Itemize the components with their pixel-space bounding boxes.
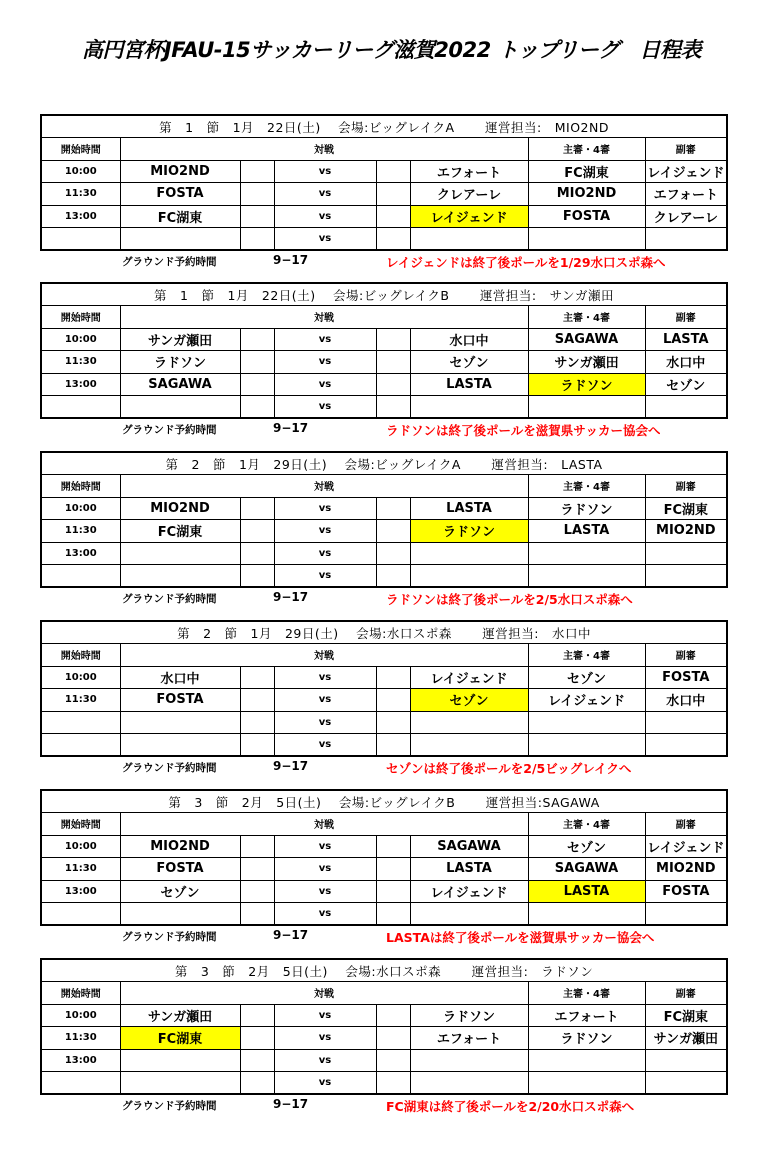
table-row <box>41 1072 727 1095</box>
section-header: 第 2 節 1月 29日(土) 会場:水口スポ森 運営担当: 水口中 <box>41 621 727 644</box>
home-team <box>120 903 240 926</box>
referee <box>528 903 645 926</box>
spacer-cell <box>240 711 274 734</box>
vs-label: vs <box>274 903 376 926</box>
section-footer <box>40 926 726 946</box>
spacer-cell <box>376 903 410 926</box>
assistant-referee: エフォート <box>645 183 727 206</box>
home-team: FOSTA <box>120 689 240 712</box>
assistant-referee: レイジェンド <box>645 835 727 858</box>
table-row <box>41 666 727 689</box>
spacer-cell <box>376 160 410 183</box>
spacer-cell <box>376 351 410 374</box>
vs-label: vs <box>274 711 376 734</box>
spacer-cell <box>240 160 274 183</box>
start-time: 13:00 <box>41 373 120 396</box>
column-referee: 主審・4審 <box>528 306 645 329</box>
home-team: FC湖東 <box>120 205 240 228</box>
vs-label: vs <box>274 1027 376 1050</box>
column-assistant: 副審 <box>645 475 727 498</box>
spacer-cell <box>240 351 274 374</box>
spacer-cell <box>376 1072 410 1095</box>
spacer-cell <box>240 835 274 858</box>
column-start-time: 開始時間 <box>41 644 120 667</box>
vs-label: vs <box>274 1072 376 1095</box>
start-time: 11:30 <box>41 1027 120 1050</box>
assistant-referee: FC湖東 <box>645 1004 727 1027</box>
start-time: 11:30 <box>41 689 120 712</box>
pole-transfer-note: ラドソンは終了後ポールを滋賀県サッカー協会へ <box>386 423 661 438</box>
table-row <box>41 542 727 565</box>
schedule-table <box>40 789 728 926</box>
pole-transfer-note: ラドソンは終了後ポールを2/5水口スポ森へ <box>386 592 633 607</box>
table-row <box>41 711 727 734</box>
assistant-referee <box>645 903 727 926</box>
away-team: 水口中 <box>410 328 528 351</box>
start-time: 13:00 <box>41 1049 120 1072</box>
schedule-table <box>40 451 728 588</box>
spacer-cell <box>240 497 274 520</box>
assistant-referee: サンガ瀬田 <box>645 1027 727 1050</box>
referee <box>528 542 645 565</box>
start-time: 13:00 <box>41 205 120 228</box>
home-team <box>120 396 240 419</box>
assistant-referee <box>645 734 727 757</box>
table-row <box>41 1049 727 1072</box>
home-team: セゾン <box>120 880 240 903</box>
table-row <box>41 880 727 903</box>
spacer-cell <box>240 520 274 543</box>
spacer-cell <box>376 689 410 712</box>
referee: ラドソン <box>528 497 645 520</box>
section-footer <box>40 757 726 777</box>
away-team <box>410 711 528 734</box>
schedule-table <box>40 958 728 1095</box>
spacer-cell <box>240 373 274 396</box>
column-start-time: 開始時間 <box>41 475 120 498</box>
spacer-cell <box>376 183 410 206</box>
away-team <box>410 542 528 565</box>
column-start-time: 開始時間 <box>41 306 120 329</box>
ground-reservation-label: グラウンド予約時間 <box>122 931 217 943</box>
section-footer <box>40 1095 726 1115</box>
away-team: LASTA <box>410 373 528 396</box>
home-team <box>120 565 240 588</box>
spacer-cell <box>376 1027 410 1050</box>
assistant-referee: MIO2ND <box>645 520 727 543</box>
home-team: FOSTA <box>120 183 240 206</box>
away-team <box>410 1072 528 1095</box>
spacer-cell <box>376 880 410 903</box>
table-row <box>41 1027 727 1050</box>
home-team: MIO2ND <box>120 835 240 858</box>
start-time: 11:30 <box>41 520 120 543</box>
pole-transfer-note: FC湖東は終了後ポールを2/20水口スポ森へ <box>386 1099 635 1114</box>
column-referee: 主審・4審 <box>528 813 645 836</box>
start-time: 13:00 <box>41 542 120 565</box>
home-team: MIO2ND <box>120 497 240 520</box>
home-team <box>120 711 240 734</box>
schedule-section <box>40 114 726 271</box>
home-team: サンガ瀬田 <box>120 1004 240 1027</box>
referee: LASTA <box>528 520 645 543</box>
spacer-cell <box>240 1004 274 1027</box>
spacer-cell <box>376 520 410 543</box>
away-team: セゾン <box>410 351 528 374</box>
table-row <box>41 328 727 351</box>
spacer-cell <box>376 1004 410 1027</box>
assistant-referee <box>645 565 727 588</box>
away-team <box>410 565 528 588</box>
assistant-referee: LASTA <box>645 328 727 351</box>
section-header: 第 3 節 2月 5日(土) 会場:ビッグレイクB 運営担当:SAGAWA <box>41 790 727 813</box>
spacer-cell <box>376 666 410 689</box>
schedule-table <box>40 282 728 419</box>
assistant-referee: 水口中 <box>645 351 727 374</box>
referee: FC湖東 <box>528 160 645 183</box>
away-team: クレアーレ <box>410 183 528 206</box>
away-team <box>410 396 528 419</box>
away-team: SAGAWA <box>410 835 528 858</box>
away-team: エフォート <box>410 160 528 183</box>
referee: レイジェンド <box>528 689 645 712</box>
start-time: 10:00 <box>41 1004 120 1027</box>
spacer-cell <box>376 542 410 565</box>
spacer-cell <box>240 1027 274 1050</box>
pole-transfer-note: レイジェンドは終了後ポールを1/29水口スポ森へ <box>386 255 666 270</box>
referee <box>528 396 645 419</box>
spacer-cell <box>376 835 410 858</box>
ground-reservation-label: グラウンド予約時間 <box>122 256 217 268</box>
ground-reservation-time: 9−17 <box>273 590 309 604</box>
assistant-referee: クレアーレ <box>645 205 727 228</box>
table-row <box>41 734 727 757</box>
spacer-cell <box>240 903 274 926</box>
away-team <box>410 903 528 926</box>
start-time <box>41 228 120 251</box>
start-time <box>41 903 120 926</box>
home-team: SAGAWA <box>120 373 240 396</box>
assistant-referee: レイジェンド <box>645 160 727 183</box>
away-team: ラドソン <box>410 520 528 543</box>
start-time: 10:00 <box>41 835 120 858</box>
start-time <box>41 396 120 419</box>
table-row <box>41 1004 727 1027</box>
ground-reservation-label: グラウンド予約時間 <box>122 762 217 774</box>
vs-label: vs <box>274 373 376 396</box>
table-row <box>41 160 727 183</box>
assistant-referee: 水口中 <box>645 689 727 712</box>
spacer-cell <box>376 205 410 228</box>
home-team <box>120 1072 240 1095</box>
start-time: 10:00 <box>41 497 120 520</box>
table-row <box>41 689 727 712</box>
start-time: 11:30 <box>41 183 120 206</box>
assistant-referee <box>645 711 727 734</box>
home-team: FC湖東 <box>120 1027 240 1050</box>
vs-label: vs <box>274 542 376 565</box>
schedule-table <box>40 114 728 251</box>
referee: MIO2ND <box>528 183 645 206</box>
referee: LASTA <box>528 880 645 903</box>
column-referee: 主審・4審 <box>528 644 645 667</box>
home-team <box>120 228 240 251</box>
spacer-cell <box>240 1072 274 1095</box>
vs-label: vs <box>274 351 376 374</box>
vs-label: vs <box>274 328 376 351</box>
home-team: FOSTA <box>120 858 240 881</box>
ground-reservation-time: 9−17 <box>273 421 309 435</box>
vs-label: vs <box>274 160 376 183</box>
vs-label: vs <box>274 734 376 757</box>
home-team: FC湖東 <box>120 520 240 543</box>
spacer-cell <box>376 711 410 734</box>
vs-label: vs <box>274 520 376 543</box>
referee <box>528 1072 645 1095</box>
section-header: 第 3 節 2月 5日(土) 会場:水口スポ森 運営担当: ラドソン <box>41 959 727 982</box>
table-row <box>41 565 727 588</box>
schedule-section <box>40 620 726 777</box>
spacer-cell <box>240 205 274 228</box>
column-match: 対戦 <box>120 475 528 498</box>
assistant-referee <box>645 542 727 565</box>
away-team: セゾン <box>410 689 528 712</box>
away-team <box>410 734 528 757</box>
table-row <box>41 858 727 881</box>
assistant-referee: FOSTA <box>645 666 727 689</box>
spacer-cell <box>240 880 274 903</box>
start-time: 11:30 <box>41 351 120 374</box>
vs-label: vs <box>274 666 376 689</box>
column-assistant: 副審 <box>645 306 727 329</box>
vs-label: vs <box>274 396 376 419</box>
column-start-time: 開始時間 <box>41 813 120 836</box>
column-match: 対戦 <box>120 644 528 667</box>
ground-reservation-time: 9−17 <box>273 1097 309 1111</box>
ground-reservation-time: 9−17 <box>273 928 309 942</box>
spacer-cell <box>240 183 274 206</box>
table-row <box>41 835 727 858</box>
home-team: MIO2ND <box>120 160 240 183</box>
vs-label: vs <box>274 880 376 903</box>
away-team: ラドソン <box>410 1004 528 1027</box>
section-header: 第 1 節 1月 22日(土) 会場:ビッグレイクA 運営担当: MIO2ND <box>41 115 727 138</box>
schedule-section <box>40 789 726 946</box>
vs-label: vs <box>274 1004 376 1027</box>
referee: セゾン <box>528 835 645 858</box>
home-team <box>120 542 240 565</box>
vs-label: vs <box>274 835 376 858</box>
spacer-cell <box>240 666 274 689</box>
home-team <box>120 1049 240 1072</box>
spacer-cell <box>376 858 410 881</box>
assistant-referee <box>645 1049 727 1072</box>
assistant-referee: FC湖東 <box>645 497 727 520</box>
away-team <box>410 1049 528 1072</box>
table-row <box>41 520 727 543</box>
spacer-cell <box>240 228 274 251</box>
assistant-referee: FOSTA <box>645 880 727 903</box>
table-row <box>41 497 727 520</box>
table-row <box>41 351 727 374</box>
ground-reservation-time: 9−17 <box>273 759 309 773</box>
spacer-cell <box>376 497 410 520</box>
referee <box>528 1049 645 1072</box>
column-match: 対戦 <box>120 982 528 1005</box>
referee <box>528 711 645 734</box>
ground-reservation-time: 9−17 <box>273 253 309 267</box>
schedule-table <box>40 620 728 757</box>
away-team <box>410 228 528 251</box>
column-start-time: 開始時間 <box>41 138 120 161</box>
referee: エフォート <box>528 1004 645 1027</box>
ground-reservation-label: グラウンド予約時間 <box>122 1100 217 1112</box>
column-match: 対戦 <box>120 306 528 329</box>
spacer-cell <box>240 565 274 588</box>
referee: ラドソン <box>528 1027 645 1050</box>
referee: サンガ瀬田 <box>528 351 645 374</box>
section-footer <box>40 588 726 608</box>
away-team: レイジェンド <box>410 880 528 903</box>
away-team: LASTA <box>410 497 528 520</box>
spacer-cell <box>240 328 274 351</box>
vs-label: vs <box>274 205 376 228</box>
spacer-cell <box>376 1049 410 1072</box>
vs-label: vs <box>274 228 376 251</box>
vs-label: vs <box>274 858 376 881</box>
assistant-referee <box>645 396 727 419</box>
vs-label: vs <box>274 689 376 712</box>
spacer-cell <box>240 858 274 881</box>
spacer-cell <box>376 328 410 351</box>
section-header: 第 2 節 1月 29日(土) 会場:ビッグレイクA 運営担当: LASTA <box>41 452 727 475</box>
table-row <box>41 228 727 251</box>
column-match: 対戦 <box>120 138 528 161</box>
referee <box>528 565 645 588</box>
start-time <box>41 711 120 734</box>
pole-transfer-note: LASTAは終了後ポールを滋賀県サッカー協会へ <box>386 930 655 945</box>
column-assistant: 副審 <box>645 644 727 667</box>
assistant-referee: MIO2ND <box>645 858 727 881</box>
column-assistant: 副審 <box>645 138 727 161</box>
table-row <box>41 205 727 228</box>
referee: FOSTA <box>528 205 645 228</box>
start-time: 10:00 <box>41 328 120 351</box>
spacer-cell <box>240 1049 274 1072</box>
column-referee: 主審・4審 <box>528 982 645 1005</box>
assistant-referee <box>645 1072 727 1095</box>
table-row <box>41 373 727 396</box>
schedule-section <box>40 451 726 608</box>
referee: セゾン <box>528 666 645 689</box>
spacer-cell <box>376 373 410 396</box>
start-time: 13:00 <box>41 880 120 903</box>
away-team: エフォート <box>410 1027 528 1050</box>
away-team: LASTA <box>410 858 528 881</box>
schedule-section <box>40 282 726 439</box>
assistant-referee <box>645 228 727 251</box>
spacer-cell <box>376 565 410 588</box>
start-time: 10:00 <box>41 666 120 689</box>
pole-transfer-note: セゾンは終了後ポールを2/5ビッグレイクへ <box>386 761 632 776</box>
column-start-time: 開始時間 <box>41 982 120 1005</box>
assistant-referee: セゾン <box>645 373 727 396</box>
table-row <box>41 396 727 419</box>
spacer-cell <box>376 734 410 757</box>
spacer-cell <box>240 689 274 712</box>
column-match: 対戦 <box>120 813 528 836</box>
home-team: ラドソン <box>120 351 240 374</box>
vs-label: vs <box>274 497 376 520</box>
start-time: 10:00 <box>41 160 120 183</box>
spacer-cell <box>240 396 274 419</box>
column-assistant: 副審 <box>645 813 727 836</box>
referee: SAGAWA <box>528 328 645 351</box>
ground-reservation-label: グラウンド予約時間 <box>122 593 217 605</box>
start-time <box>41 565 120 588</box>
home-team <box>120 734 240 757</box>
schedule-section <box>40 958 726 1115</box>
page-title: 高円宮杯JFAU-15サッカーリーグ滋賀2022 トップリーグ 日程表 <box>81 38 702 62</box>
start-time <box>41 1072 120 1095</box>
spacer-cell <box>240 542 274 565</box>
section-footer <box>40 251 726 271</box>
away-team: レイジェンド <box>410 205 528 228</box>
referee <box>528 734 645 757</box>
home-team: サンガ瀬田 <box>120 328 240 351</box>
table-row <box>41 903 727 926</box>
referee: ラドソン <box>528 373 645 396</box>
spacer-cell <box>240 734 274 757</box>
vs-label: vs <box>274 1049 376 1072</box>
referee: SAGAWA <box>528 858 645 881</box>
start-time: 11:30 <box>41 858 120 881</box>
column-referee: 主審・4審 <box>528 475 645 498</box>
spacer-cell <box>376 228 410 251</box>
vs-label: vs <box>274 183 376 206</box>
section-footer <box>40 419 726 439</box>
home-team: 水口中 <box>120 666 240 689</box>
column-referee: 主審・4審 <box>528 138 645 161</box>
referee <box>528 228 645 251</box>
spacer-cell <box>376 396 410 419</box>
start-time <box>41 734 120 757</box>
section-header: 第 1 節 1月 22日(土) 会場:ビッグレイクB 運営担当: サンガ瀬田 <box>41 283 727 306</box>
vs-label: vs <box>274 565 376 588</box>
table-row <box>41 183 727 206</box>
ground-reservation-label: グラウンド予約時間 <box>122 424 217 436</box>
column-assistant: 副審 <box>645 982 727 1005</box>
away-team: レイジェンド <box>410 666 528 689</box>
